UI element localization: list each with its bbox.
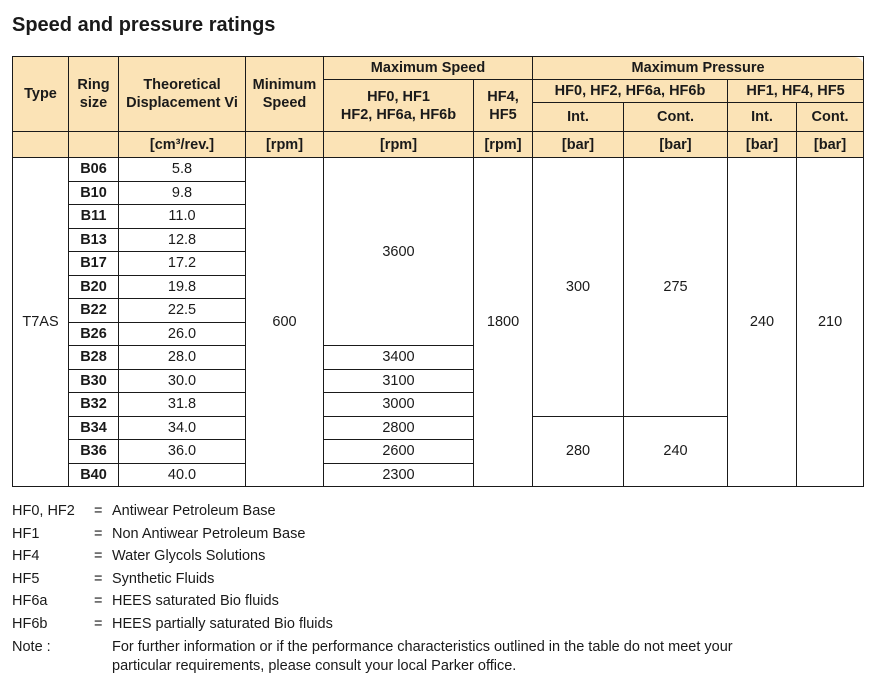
ring-cell: B13 <box>69 228 119 252</box>
header-int-1: Int. <box>533 103 624 132</box>
note-text: For further information or if the performance characteristics outlined in the table do not meet your particular requirements, please consult your local Parker office. <box>112 638 733 674</box>
speed-hf0-cell: 2800 <box>324 416 474 440</box>
speed-pressure-table <box>12 56 864 487</box>
ring-cell: B11 <box>69 205 119 229</box>
note <box>12 636 792 676</box>
ring-cell: B32 <box>69 393 119 417</box>
speed-hf0-cell: 3000 <box>324 393 474 417</box>
ring-cell: B20 <box>69 275 119 299</box>
header-max-speed: Maximum Speed <box>324 57 533 80</box>
unit-displacement: [cm³/rev.] <box>119 132 246 158</box>
header-speed-hf4: HF4, HF5 <box>474 80 533 132</box>
displacement-cell: 40.0 <box>119 463 246 487</box>
legend-equals: = <box>94 593 103 610</box>
header-type: Type <box>13 57 69 132</box>
ring-cell: B10 <box>69 181 119 205</box>
unit-pressure-1: [bar] <box>533 132 624 158</box>
type-cell: T7AS <box>13 158 69 487</box>
ring-cell: B28 <box>69 346 119 370</box>
header-ring-size: Ring size <box>69 57 119 132</box>
legend-equals: = <box>94 525 103 542</box>
speed-hf4-cell: 1800 <box>474 158 533 487</box>
pressure-g1-int: 300 <box>533 158 624 417</box>
pressure-hf1-cont: 210 <box>797 158 864 487</box>
unit-pressure-4: [bar] <box>797 132 864 158</box>
legend-item <box>12 545 792 568</box>
displacement-cell: 11.0 <box>119 205 246 229</box>
ring-cell: B17 <box>69 252 119 276</box>
unit-type <box>13 132 69 158</box>
legend-key: HF0, HF2 <box>12 503 75 519</box>
header-pressure-hf0: HF0, HF2, HF6a, HF6b <box>533 80 728 103</box>
displacement-cell: 30.0 <box>119 369 246 393</box>
ring-cell: B22 <box>69 299 119 323</box>
ring-cell: B30 <box>69 369 119 393</box>
unit-speed-hf4: [rpm] <box>474 132 533 158</box>
legend-value: Non Antiwear Petroleum Base <box>112 525 306 542</box>
speed-hf0-cell: 3600 <box>324 158 474 346</box>
ring-cell: B06 <box>69 158 119 182</box>
ring-cell: B34 <box>69 416 119 440</box>
legend-value: HEES partially saturated Bio fluids <box>112 615 333 632</box>
header-pressure-hf1: HF1, HF4, HF5 <box>728 80 864 103</box>
header-cont-1: Cont. <box>624 103 728 132</box>
legend-value: Synthetic Fluids <box>112 570 215 587</box>
page-title: Speed and pressure ratings <box>12 14 276 36</box>
legend <box>12 500 792 676</box>
legend-equals: = <box>94 570 103 587</box>
speed-hf0-cell: 3100 <box>324 369 474 393</box>
legend-item <box>12 500 792 523</box>
legend-key: HF6b <box>12 615 48 632</box>
displacement-cell: 12.8 <box>119 228 246 252</box>
displacement-cell: 36.0 <box>119 440 246 464</box>
legend-equals: = <box>94 503 103 519</box>
pressure-g2-int: 280 <box>533 416 624 487</box>
note-spacer <box>94 636 112 676</box>
pressure-g1-cont: 275 <box>624 158 728 417</box>
note-label: Note : <box>12 638 51 655</box>
header-speed-hf0: HF0, HF1 HF2, HF6a, HF6b <box>324 80 474 132</box>
unit-min-speed: [rpm] <box>246 132 324 158</box>
pressure-g2-cont: 240 <box>624 416 728 487</box>
speed-hf0-cell: 2600 <box>324 440 474 464</box>
displacement-cell: 28.0 <box>119 346 246 370</box>
header-min-speed: Minimum Speed <box>246 57 324 132</box>
legend-value: Water Glycols Solutions <box>112 548 266 565</box>
displacement-cell: 22.5 <box>119 299 246 323</box>
displacement-cell: 34.0 <box>119 416 246 440</box>
header-max-pressure: Maximum Pressure <box>533 57 864 80</box>
displacement-cell: 26.0 <box>119 322 246 346</box>
legend-item <box>12 613 792 636</box>
displacement-cell: 9.8 <box>119 181 246 205</box>
displacement-cell: 5.8 <box>119 158 246 182</box>
min-speed-cell: 600 <box>246 158 324 487</box>
legend-key: HF1 <box>12 525 40 542</box>
legend-value: HEES saturated Bio fluids <box>112 593 279 610</box>
unit-pressure-3: [bar] <box>728 132 797 158</box>
legend-key: HF4 <box>12 548 40 565</box>
ring-cell: B36 <box>69 440 119 464</box>
speed-hf0-cell: 3400 <box>324 346 474 370</box>
legend-item <box>12 590 792 613</box>
legend-item <box>12 523 792 546</box>
legend-key: HF6a <box>12 593 48 610</box>
header-cont-2: Cont. <box>797 103 864 132</box>
legend-key: HF5 <box>12 570 40 587</box>
unit-pressure-2: [bar] <box>624 132 728 158</box>
displacement-cell: 17.2 <box>119 252 246 276</box>
unit-ring <box>69 132 119 158</box>
header-displacement: Theoretical Displacement Vi <box>119 57 246 132</box>
unit-speed-hf0: [rpm] <box>324 132 474 158</box>
ring-cell: B40 <box>69 463 119 487</box>
pressure-hf1-int: 240 <box>728 158 797 487</box>
legend-equals: = <box>94 548 103 565</box>
legend-value: Antiwear Petroleum Base <box>112 503 276 519</box>
legend-equals: = <box>94 615 103 632</box>
ring-cell: B26 <box>69 322 119 346</box>
header-int-2: Int. <box>728 103 797 132</box>
speed-hf0-cell: 2300 <box>324 463 474 487</box>
displacement-cell: 31.8 <box>119 393 246 417</box>
displacement-cell: 19.8 <box>119 275 246 299</box>
legend-item <box>12 568 792 591</box>
